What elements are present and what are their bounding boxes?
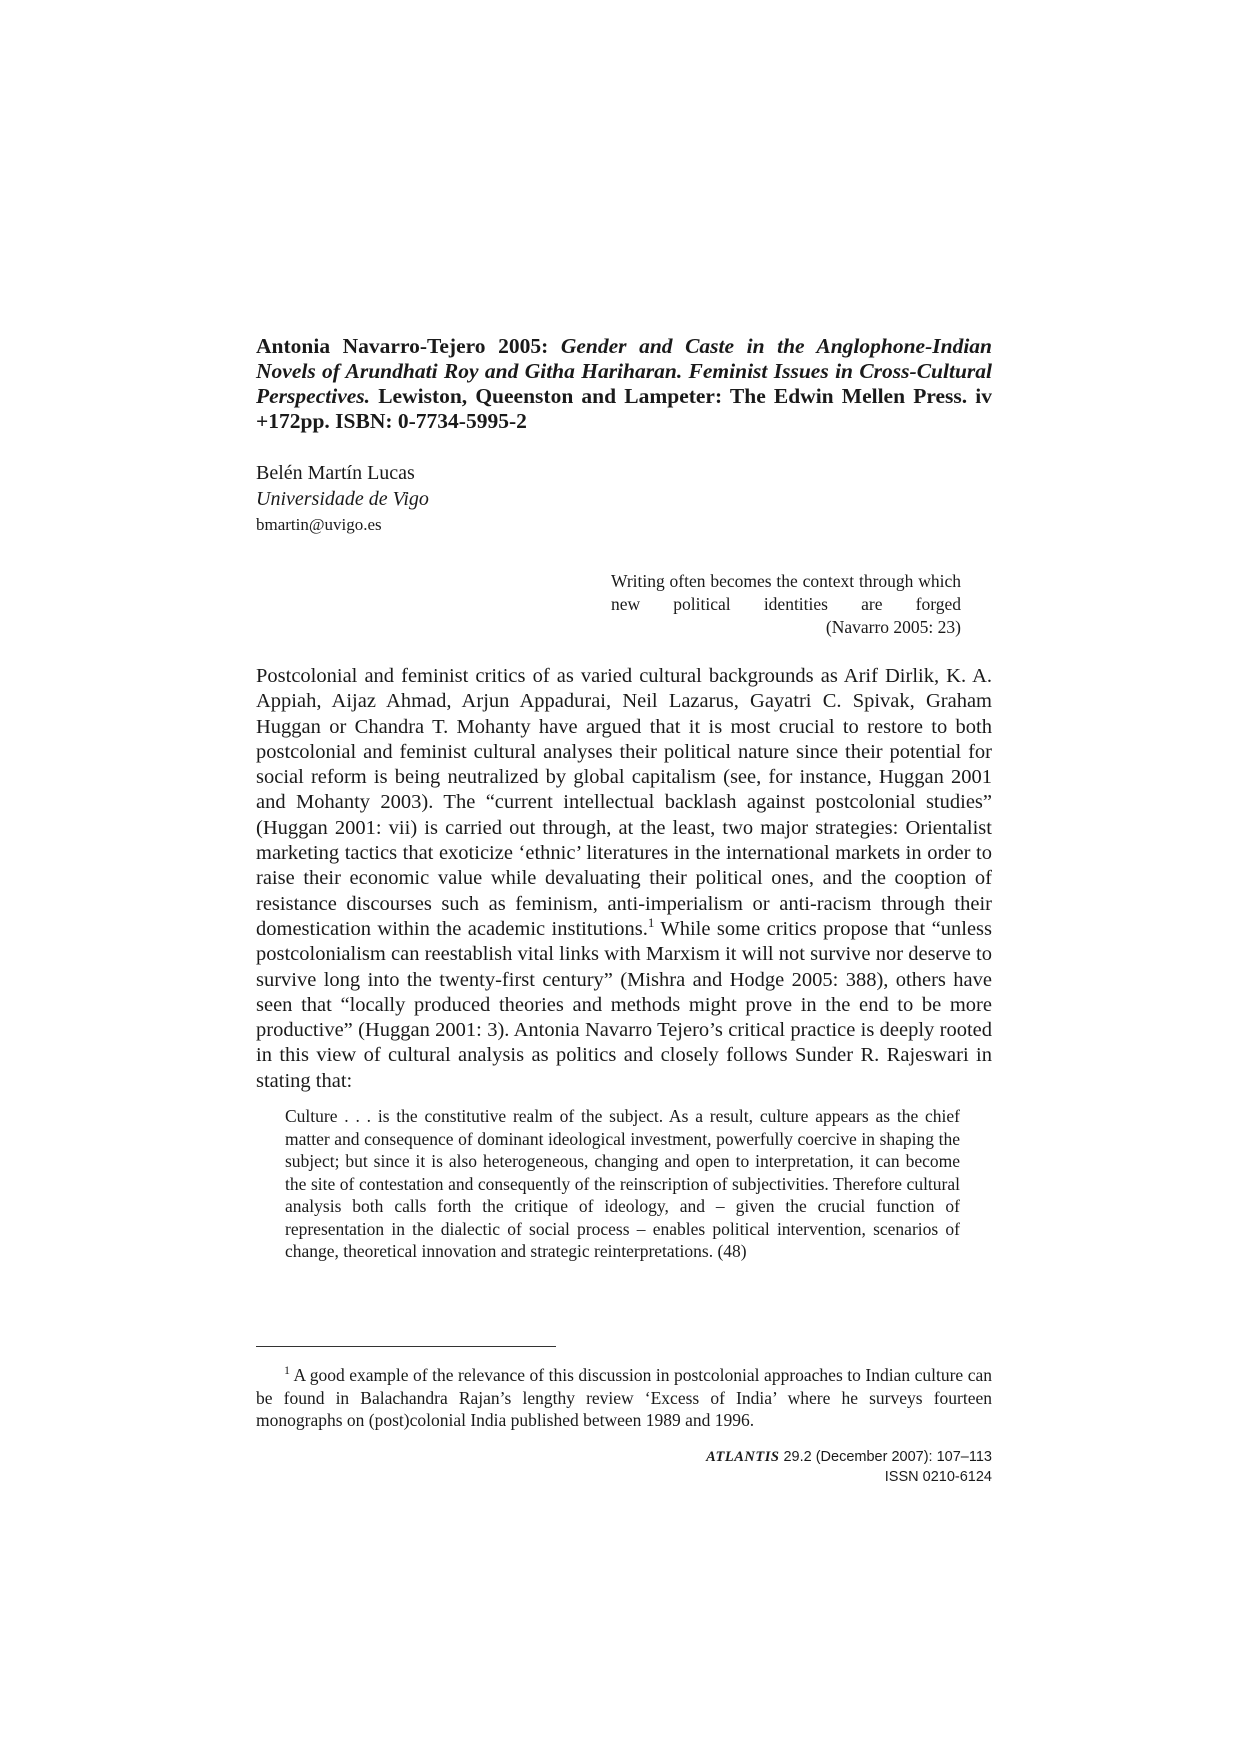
- reviewer-name: Belén Martín Lucas: [256, 462, 415, 484]
- journal-issn: ISSN 0210-6124: [884, 1469, 992, 1485]
- footnote-marker: 1: [284, 1363, 290, 1378]
- footnote-divider: [256, 1346, 556, 1347]
- journal-issue: 29.2 (December 2007): 107–113: [779, 1449, 992, 1465]
- epigraph-source: (Navarro 2005: 23): [825, 617, 961, 637]
- block-quote: Culture . . . is the constitutive realm of the subject. As a result, culture appears as the chief matter and consequence of dominant ideological investment, powerfully coercive in shaping the subject; but since it is also heterogeneous, changing and open to interpretation, it can become the site of contestation and consequently of the reinscription of subjectivities. Therefore cultural analysis both calls forth the critique of ideology, and – given the crucial function of representation in the dialectic of social process – enables political intervention, scenarios of change, theoretical innovation and strategic reinterpretations. (48): [285, 1106, 960, 1261]
- journal-citation-line: [706, 1447, 992, 1467]
- footnote-text: A good example of the relevance of this discussion in postcolonial approaches to Indian culture can be found in Balachandra Rajan’s lengthy review ‘Excess of India’ where he surveys fourteen monographs on (post)colonial India published between 1989 and 1996.: [256, 1365, 992, 1430]
- footnote: [256, 1364, 992, 1432]
- journal-info: [706, 1447, 992, 1487]
- reviewer-affiliation: Universidade de Vigo: [256, 488, 429, 510]
- review-book-title: Gender and Caste in the Anglophone-Indian Novels of Arundhati Roy and Githa Hariharan. Feminist Issues in Cross-Cultural Perspectives.: [256, 334, 992, 408]
- body-paragraph: [256, 664, 992, 1094]
- review-author-year: Antonia Navarro-Tejero 2005:: [256, 334, 549, 358]
- body-paragraph-part2: While some critics propose that “unless postcolonialism can reestablish vital links with Marxism it will not survive nor deserve to survive long into the twenty-first century” (Mishra and Hodge 2005: 388), others have seen that “locally produced theories and methods might prove in the end to be more productive” (Huggan 2001: 3). Antonia Navarro Tejero’s critical practice is deeply rooted in this view of cultural analysis as politics and closely follows Sunder R. Rajeswari in stating that:: [256, 917, 993, 1092]
- review-heading: [256, 334, 992, 434]
- journal-name: ATLANTIS: [706, 1449, 780, 1465]
- body-paragraph-part1: Postcolonial and feminist critics of as varied cultural backgrounds as Arif Dirlik, K. A. Appiah, Aijaz Ahmad, Arjun Appadurai, Neil Lazarus, Gayatri C. Spivak, Graham Huggan or Chandra T. Mohanty have argued that it is most crucial to restore to both postcolonial and feminist cultural analyses their political nature since their potential for social reform is being neutralized by global capitalism (see, for instance, Huggan 2001 and Mohanty 2003). The “current intellectual backlash against postcolonial studies” (Huggan 2001: vii) is carried out through, at the least, two major strategies: Orientalist marketing tactics that exoticize ‘ethnic’ literatures in the international markets in order to raise their economic value while devaluating their political ones, and the cooption of resistance discourses such as feminism, anti-imperialism or anti-racism through their domestication within the academic institutions.: [256, 665, 992, 940]
- epigraph-text: Writing often becomes the context through which new political identities are forged: [611, 571, 961, 614]
- epigraph: [611, 570, 961, 639]
- reviewer-block: [256, 460, 856, 538]
- review-publication-details: Lewiston, Queenston and Lampeter: The Edwin Mellen Press. iv +172pp. ISBN: 0-7734-5995-2: [256, 384, 993, 433]
- reviewer-email: bmartin@uvigo.es: [256, 515, 382, 534]
- footnote-reference: 1: [647, 915, 655, 931]
